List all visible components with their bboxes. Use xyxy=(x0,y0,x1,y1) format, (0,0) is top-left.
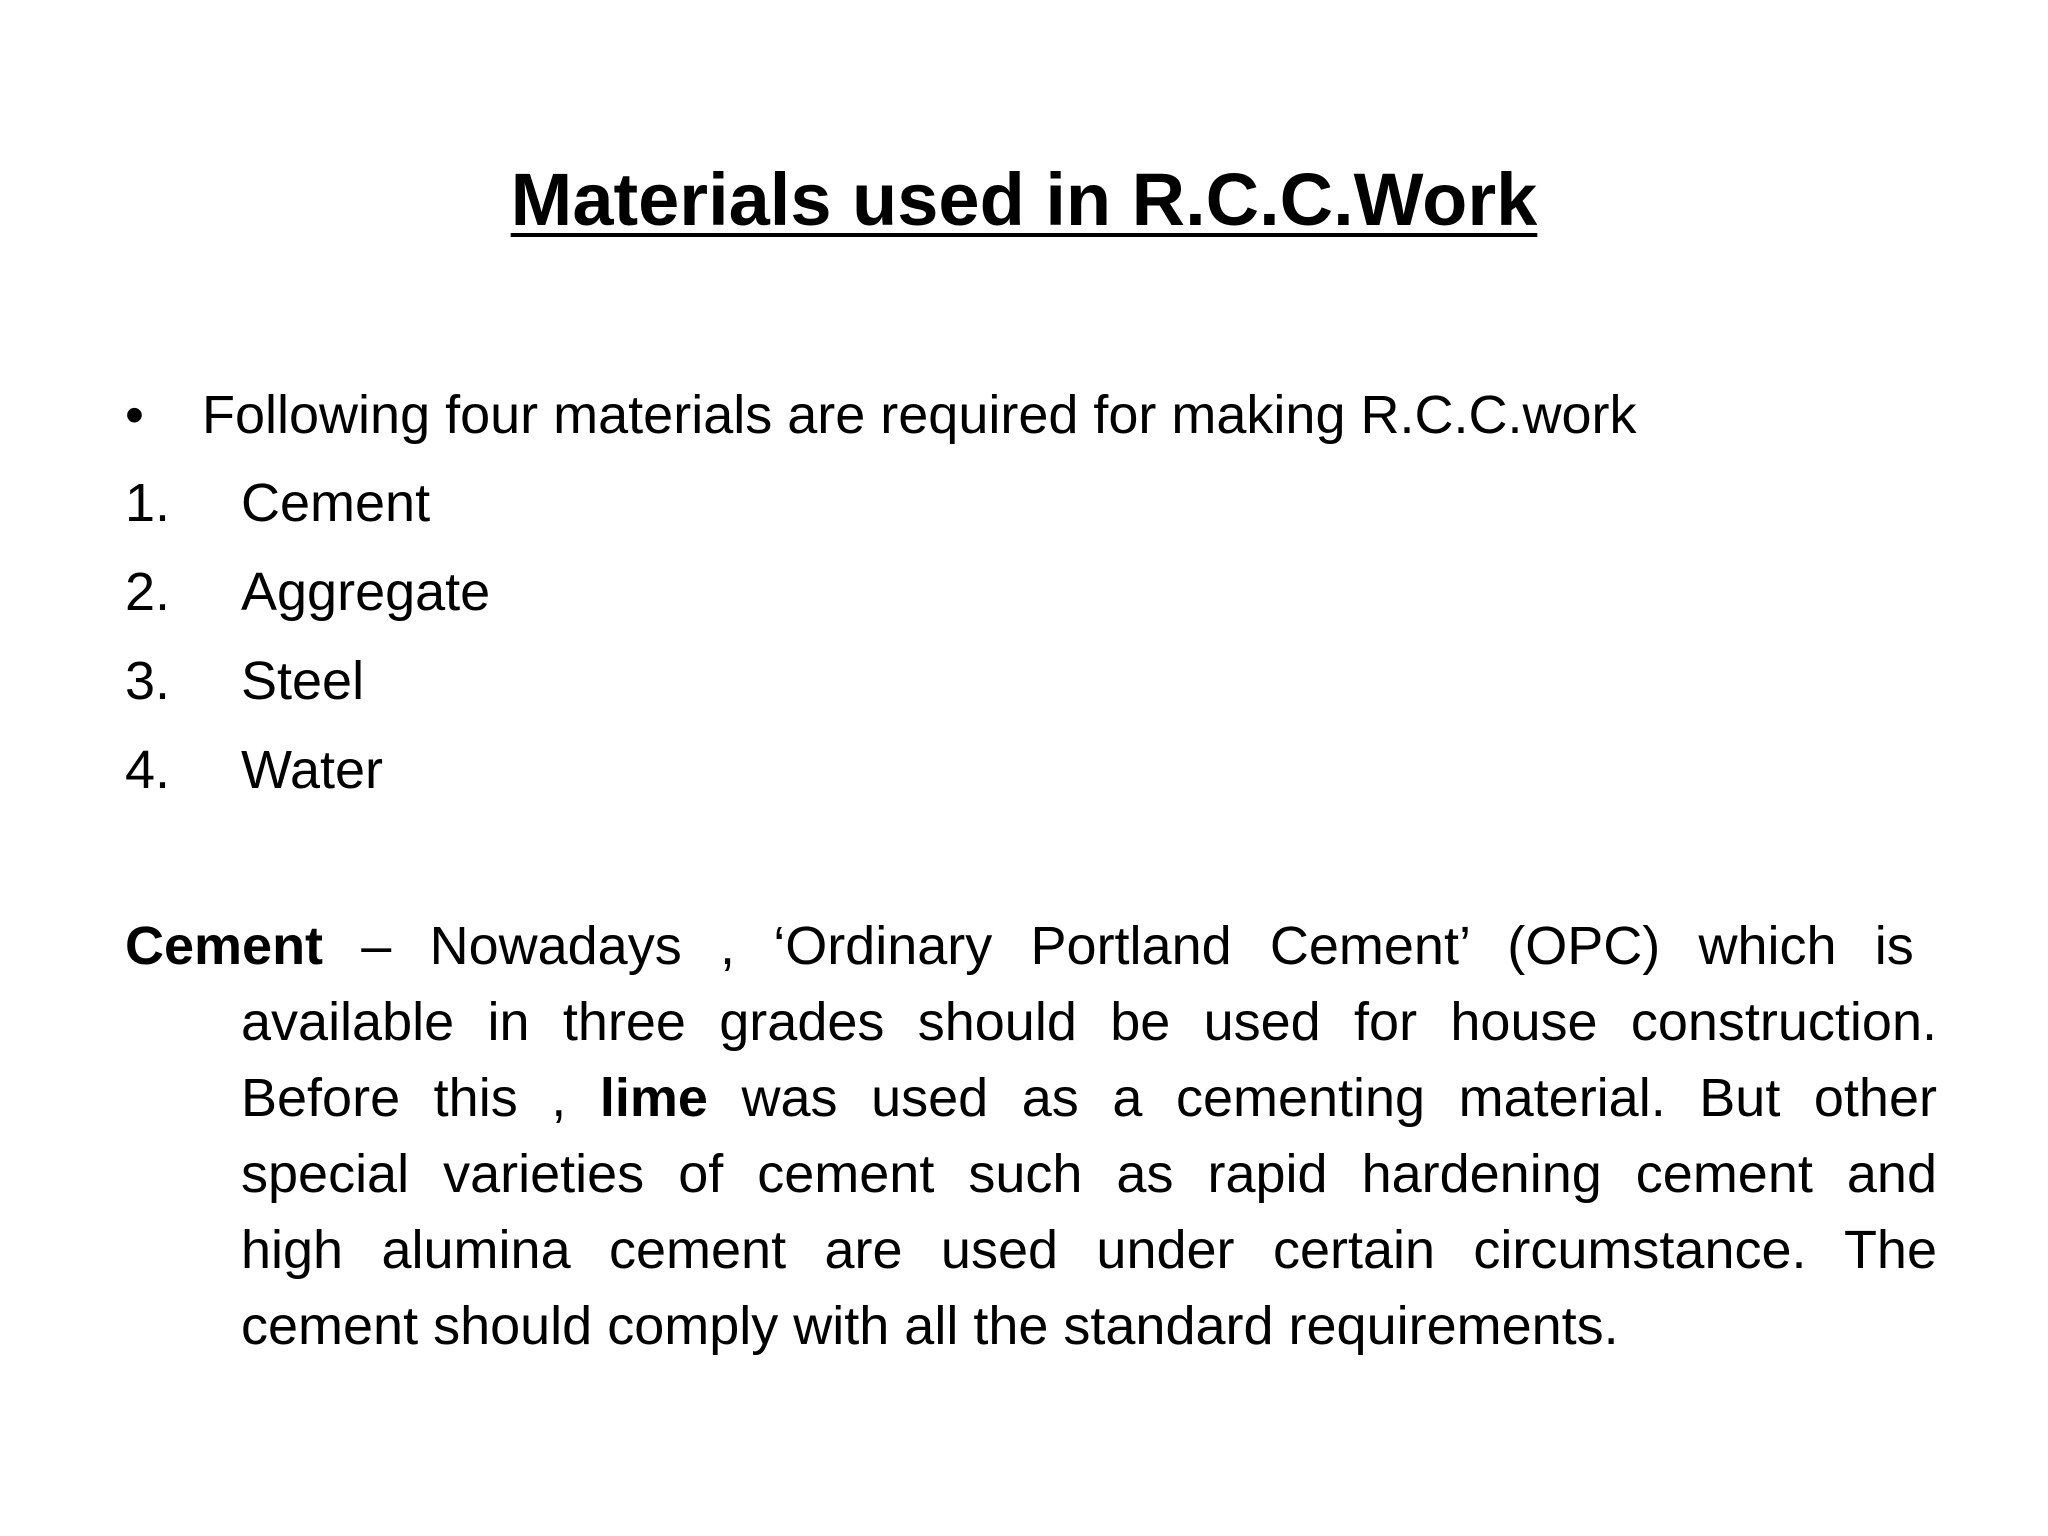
paragraph-line: available in three grades should be used for house construction. xyxy=(241,992,1937,1052)
list-item-number: 2. xyxy=(125,562,171,622)
lime-term: lime xyxy=(599,1068,708,1128)
paragraph-line: special varieties of cement such as rapid hardening cement and xyxy=(241,1144,1937,1204)
paragraph-text: – Nowadays , ‘Ordinary Portland Cement’ (OPC) which is xyxy=(323,916,1914,976)
paragraph-line xyxy=(125,1060,1937,1136)
list-item-label: Water xyxy=(241,740,384,800)
list-item-label: Cement xyxy=(241,473,431,533)
list-item-label: Steel xyxy=(241,651,365,711)
list-item-number: 1. xyxy=(125,473,171,533)
paragraph-line: cement should comply with all the standard requirements. xyxy=(241,1296,1619,1356)
list-item-label: Aggregate xyxy=(241,562,491,622)
intro-bullet-item xyxy=(125,378,1637,452)
list-item xyxy=(125,644,490,733)
materials-list xyxy=(125,466,490,822)
paragraph-text: Before this , xyxy=(241,1068,600,1128)
slide-title-text: Materials used in R.C.C.Work xyxy=(510,158,1538,241)
paragraph-line: high alumina cement are used under certain circumstance. The xyxy=(241,1220,1937,1280)
cement-term: Cement xyxy=(125,916,324,976)
slide-title xyxy=(0,150,2048,250)
list-item xyxy=(125,466,490,555)
paragraph-line xyxy=(125,908,1937,984)
paragraph-text: was used as a cementing material. But other xyxy=(707,1068,1937,1128)
list-item xyxy=(125,555,490,644)
list-item-number: 3. xyxy=(125,651,171,711)
list-item-number: 4. xyxy=(125,740,171,800)
cement-paragraph xyxy=(125,908,1937,1364)
intro-text: Following four materials are required for making R.C.C.work xyxy=(202,385,1637,445)
list-item xyxy=(125,733,490,822)
bullet-icon: • xyxy=(125,385,144,445)
